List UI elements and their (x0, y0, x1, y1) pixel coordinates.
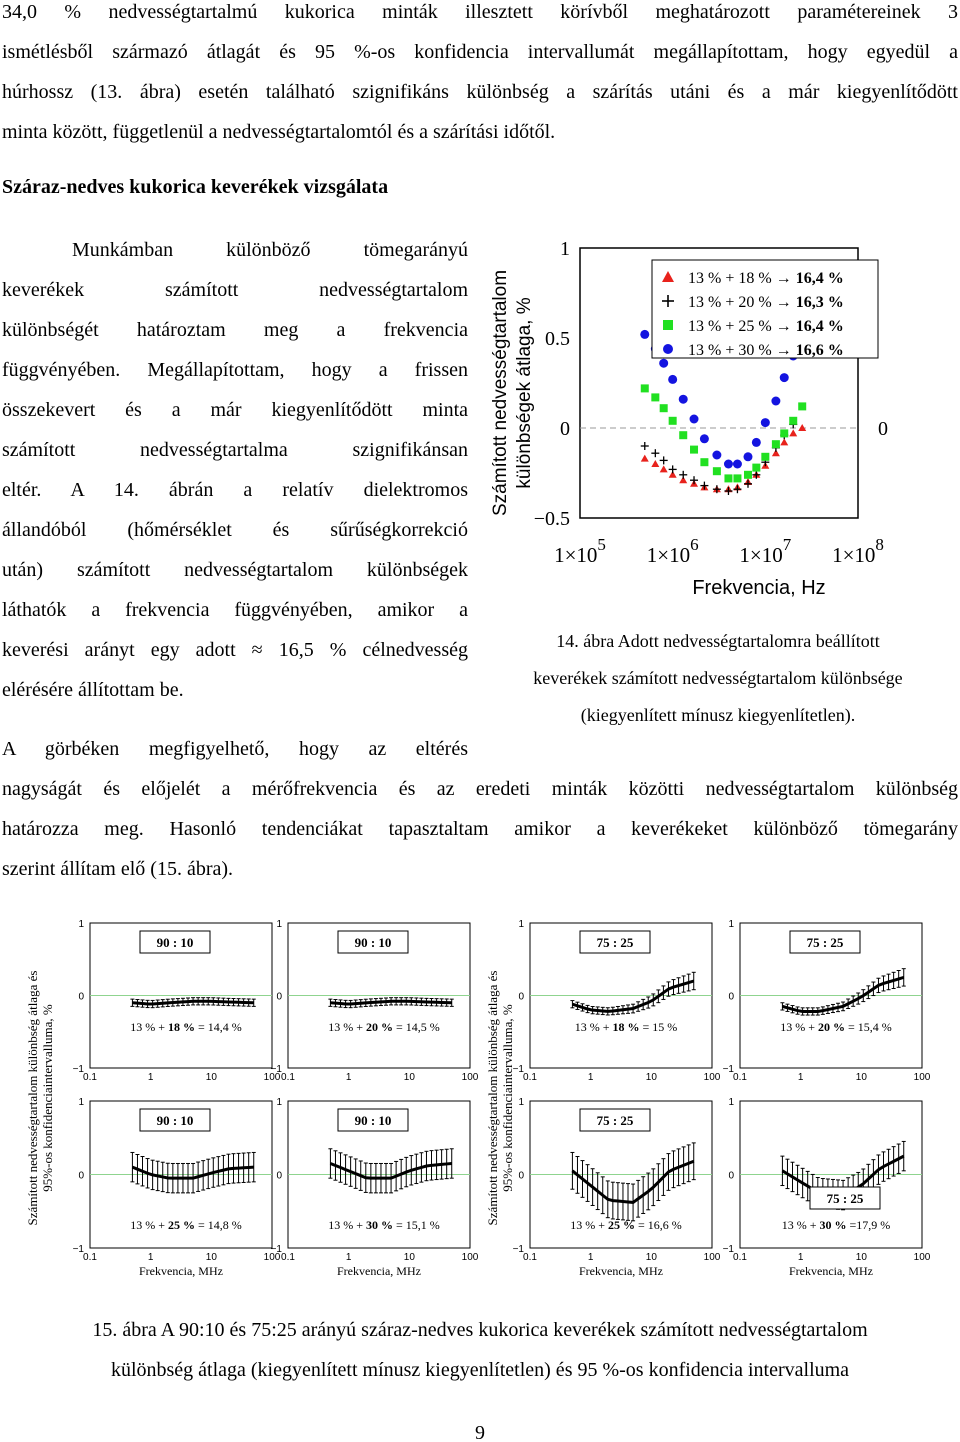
left-col-line-2: keverékek számított nedvességtartalom (2, 279, 468, 301)
panel-y-tick: 0 (276, 1170, 282, 1182)
panel-y-tick: −1 (722, 1244, 734, 1255)
data-point (651, 449, 659, 457)
intro-line-3: húrhossz (13. ábra) esetén található szignifikáns különbség a szárítás utáni és a már kiegyenlítődött (2, 81, 958, 103)
y-tick-label: −0.5 (533, 508, 570, 530)
left-col-line-6: számított nedvességtartalma szignifikánsan (2, 439, 468, 461)
data-point (690, 415, 699, 424)
mean-curve (782, 977, 903, 1011)
data-point (651, 460, 659, 467)
y-axis-label-line-1: Számított nedvességtartalom (490, 269, 511, 517)
figure15-panel (271, 1097, 479, 1278)
panel-x-tick: 100 (461, 1072, 479, 1083)
panel-y-tick: 0 (78, 991, 84, 1003)
data-point (789, 417, 797, 425)
y-axis-label-line-2: különbségek átlaga, % (514, 297, 535, 489)
panel-y-tick: −1 (722, 1064, 734, 1075)
figure15-panels (0, 905, 960, 1285)
panel-x-tick: 10 (645, 1072, 657, 1083)
figure14-caption-line-2: keverékek számított nedvességtartalom különbsége (533, 668, 903, 688)
panel-y-tick: −1 (72, 1244, 84, 1255)
panel-x-tick: 10 (205, 1252, 217, 1263)
data-point (724, 487, 732, 495)
panel-y-tick: 1 (518, 919, 524, 930)
panel-x-tick: 10 (645, 1252, 657, 1263)
panel-y-tick: 1 (276, 1097, 282, 1108)
data-point (641, 384, 649, 392)
panel-x-tick: 1 (587, 1252, 594, 1263)
panel-y-tick: 0 (276, 991, 282, 1003)
left-col-line-13: A görbéken megfigyelhető, hogy az eltérés (2, 738, 468, 760)
data-point (780, 373, 789, 382)
panel-x-tick: 0.1 (733, 1072, 747, 1083)
legend-marker-square (663, 320, 673, 330)
section-heading: Száraz-nedves kukorica keverékek vizsgálata (2, 176, 389, 198)
figure14-caption-line-3: (kiegyenlített mínusz kiegyenlítetlen). (580, 705, 856, 725)
figure15-ylabel-left-line-2: 95%-os konfidenciaintervalluma, % (40, 1004, 55, 1192)
figure15-panel (513, 919, 721, 1083)
figure15-panel (723, 919, 931, 1083)
panel-x-tick: 1 (587, 1072, 594, 1083)
sample-label: 13 % + 18 % = 15 % (574, 1020, 678, 1034)
panel-x-tick: 100 (263, 1072, 281, 1083)
ratio-label: 90 : 10 (354, 1113, 392, 1128)
sample-label: 13 % + 25 % = 14,8 % (130, 1218, 242, 1232)
panel-x-label: Frekvencia, MHz (139, 1264, 223, 1278)
panel-y-tick: −1 (512, 1064, 524, 1075)
left-col-line-4: függvényében. Megállapítottam, hogy a frissen (2, 359, 468, 381)
data-point (789, 429, 797, 436)
data-point (733, 474, 741, 482)
panel-y-tick: 0 (728, 991, 734, 1003)
sample-label: 13 % + 18 % = 14,4 % (130, 1020, 242, 1034)
data-point (651, 393, 659, 401)
panel-x-tick: 0.1 (83, 1252, 97, 1263)
ratio-label: 75 : 25 (596, 935, 634, 950)
x-tick-label: $1\times 10^5$ (554, 535, 606, 567)
sample-label: 13 % + 30 % =17,9 % (781, 1218, 891, 1232)
panel-y-tick: 1 (518, 1097, 524, 1108)
panel-x-tick: 10 (403, 1072, 415, 1083)
data-point (700, 458, 708, 466)
panel-x-tick: 1 (147, 1072, 154, 1083)
x-tick-label: $1\times 10^6$ (646, 535, 699, 567)
data-point (744, 471, 752, 479)
data-point (752, 464, 760, 472)
data-point (679, 395, 688, 404)
data-point (679, 471, 687, 479)
left-col-line-3: különbségét határoztam meg a frekvencia (2, 319, 468, 341)
data-point (744, 480, 752, 488)
panel-y-tick: 1 (78, 1097, 84, 1108)
ratio-label: 90 : 10 (156, 1113, 194, 1128)
data-point (659, 359, 668, 368)
sample-label: 13 % + 25 % = 16,6 % (570, 1218, 682, 1232)
data-point (733, 460, 742, 469)
panel-y-tick: 1 (728, 1097, 734, 1108)
sample-label: 13 % + 30 % = 15,1 % (328, 1218, 440, 1232)
figure15-ylabel-left-line-1: Számított nedvességtartalom különbség átlaga és (25, 970, 40, 1226)
panel-y-tick: 0 (78, 1170, 84, 1182)
data-point (668, 375, 677, 384)
ratio-label: 75 : 25 (806, 935, 844, 950)
left-col-line-8: állandóból (hőmérséklet és sűrűségkorrekció (2, 519, 468, 541)
y-tick-label: 1 (560, 238, 570, 260)
x-tick-label: $1\times 10^7$ (739, 535, 792, 567)
panel-x-tick: 100 (703, 1252, 721, 1263)
panel-y-tick: −1 (512, 1244, 524, 1255)
figure15-panel (513, 1097, 721, 1278)
y-tick-label: 0.5 (545, 328, 570, 350)
panel-x-tick: 0.1 (523, 1252, 537, 1263)
sample-label: 13 % + 20 % = 15,4 % (780, 1020, 892, 1034)
intro-line-1: 34,0 % nedvességtartalmú kukorica minták illesztett körívből meghatározott paramétereinek 3 (2, 1, 958, 23)
data-point (780, 429, 788, 437)
data-point (660, 465, 668, 472)
figure15-caption-line-1: 15. ábra A 90:10 és 75:25 arányú száraz-nedves kukorica keverékek számított nedvességtartalom (92, 1319, 868, 1341)
left-col-line-7: eltér. A 14. ábrán a relatív dielektromos (2, 479, 468, 501)
left-col-line-10: láthatók a frekvencia függvényében, amikor a (2, 599, 468, 621)
page-number: 9 (475, 1422, 485, 1442)
panel-x-label: Frekvencia, MHz (579, 1264, 663, 1278)
panel-x-tick: 1 (797, 1072, 804, 1083)
data-point (679, 431, 687, 439)
figure15-ylabel-right-line-2: 95%-os konfidenciaintervalluma, % (500, 1004, 515, 1192)
left-col-line-5: összekevert és a már kiegyenlítődött minta (2, 399, 468, 421)
figure15-caption-line-2: különbség átlaga (kiegyenlített mínusz kiegyenlítetlen) és 95 %-os konfidencia intervalluma (110, 1359, 850, 1381)
legend-label: 13 % + 30 % → 16,6 % (688, 342, 844, 359)
figure15-panel (271, 919, 479, 1083)
y-tick-label: 0 (560, 418, 570, 440)
panel-x-tick: 10 (205, 1072, 217, 1083)
panel-x-tick: 100 (263, 1252, 281, 1263)
data-point (690, 476, 698, 484)
data-point (780, 438, 788, 445)
data-point (761, 418, 770, 427)
panel-x-tick: 10 (855, 1072, 867, 1083)
legend-label: 13 % + 20 % → 16,3 % (688, 294, 844, 311)
data-point (712, 451, 721, 460)
data-point (733, 485, 741, 493)
panel-x-tick: 10 (403, 1252, 415, 1263)
legend-marker-circle (663, 344, 673, 354)
panel-x-tick: 100 (703, 1072, 721, 1083)
panel-x-label: Frekvencia, MHz (789, 1264, 873, 1278)
data-point (724, 460, 733, 469)
x-tick-label: $1\times 10^8$ (832, 535, 884, 567)
intro-line-4: minta között, függetlenül a nedvességtartalomtól és a szárítási időtől. (2, 121, 556, 143)
ratio-label: 90 : 10 (156, 935, 194, 950)
panel-x-tick: 100 (913, 1252, 931, 1263)
data-point (752, 438, 761, 447)
left-col-line-12: elérésére állítottam be. (2, 679, 184, 701)
x-axis-label: Frekvencia, Hz (692, 577, 826, 598)
ratio-label: 90 : 10 (354, 935, 392, 950)
right-zero-label: 0 (878, 418, 888, 440)
body-line-1: nagyságát és előjelét a mérőfrekvencia és az eredeti minták közötti nedvességtartalom különbség (2, 778, 958, 800)
panel-x-tick: 100 (913, 1072, 931, 1083)
data-point (761, 453, 769, 461)
sample-label: 13 % + 20 % = 14,5 % (328, 1020, 440, 1034)
panel-y-tick: −1 (270, 1064, 282, 1075)
panel-x-tick: 0.1 (733, 1252, 747, 1263)
panel-y-tick: −1 (72, 1064, 84, 1075)
legend-label: 13 % + 18 % → 16,4 % (688, 270, 844, 287)
panel-x-tick: 0.1 (523, 1072, 537, 1083)
panel-y-tick: 0 (728, 1170, 734, 1182)
panel-x-tick: 1 (345, 1252, 352, 1263)
data-point (713, 467, 721, 475)
data-point (690, 446, 698, 454)
data-point (660, 404, 668, 412)
panel-x-tick: 0.1 (281, 1252, 295, 1263)
panel-y-tick: 1 (728, 919, 734, 930)
data-point (660, 456, 668, 464)
data-point (641, 442, 649, 450)
body-line-3: szerint állítam elő (15. ábra). (2, 858, 234, 880)
intro-line-2: ismétlésből származó átlagát és 95 %-os konfidencia intervallumát megállapítottam, hogy egyedül a (2, 41, 958, 63)
figure15-panel (73, 919, 281, 1083)
panel-x-tick: 0.1 (83, 1072, 97, 1083)
data-point (640, 330, 649, 339)
data-point (669, 465, 677, 473)
ratio-label: 75 : 25 (826, 1191, 864, 1206)
figure15-ylabel-right-line-1: Számított nedvességtartalom különbség átlaga és (485, 970, 500, 1226)
data-point (743, 452, 752, 461)
figure14-chart (482, 238, 958, 598)
data-point (772, 440, 780, 448)
data-point (669, 417, 677, 425)
data-point (798, 402, 806, 410)
panel-x-label: Frekvencia, MHz (337, 1264, 421, 1278)
panel-y-tick: 0 (518, 1170, 524, 1182)
body-line-2: határozza meg. Hasonló tendenciákat tapasztaltam amikor a keverékeket különböző tömegarány (2, 818, 958, 840)
panel-y-tick: −1 (270, 1244, 282, 1255)
panel-x-tick: 10 (855, 1252, 867, 1263)
data-point (771, 397, 780, 406)
figure15-panel (73, 1097, 281, 1278)
figure14-caption-line-1: 14. ábra Adott nedvességtartalomra beállított (556, 631, 880, 651)
left-col-line-9: után) számított nedvességtartalom különbségek (2, 559, 468, 581)
ratio-label: 75 : 25 (596, 1113, 634, 1128)
left-col-line-1: Munkámban különböző tömegarányú (72, 239, 468, 261)
left-col-line-11: keverési arányt egy adott ≈ 16,5 % célnedvesség (2, 639, 468, 661)
panel-y-tick: 1 (78, 919, 84, 930)
panel-y-tick: 1 (276, 919, 282, 930)
panel-x-tick: 1 (147, 1252, 154, 1263)
panel-x-tick: 0.1 (281, 1072, 295, 1083)
data-point (641, 455, 649, 462)
data-point (700, 434, 709, 443)
data-point (724, 474, 732, 482)
panel-x-tick: 1 (345, 1072, 352, 1083)
legend-label: 13 % + 25 % → 16,4 % (688, 318, 844, 335)
figure15-panel (723, 1097, 931, 1278)
panel-x-tick: 100 (461, 1252, 479, 1263)
panel-x-tick: 1 (797, 1252, 804, 1263)
panel-y-tick: 0 (518, 991, 524, 1003)
